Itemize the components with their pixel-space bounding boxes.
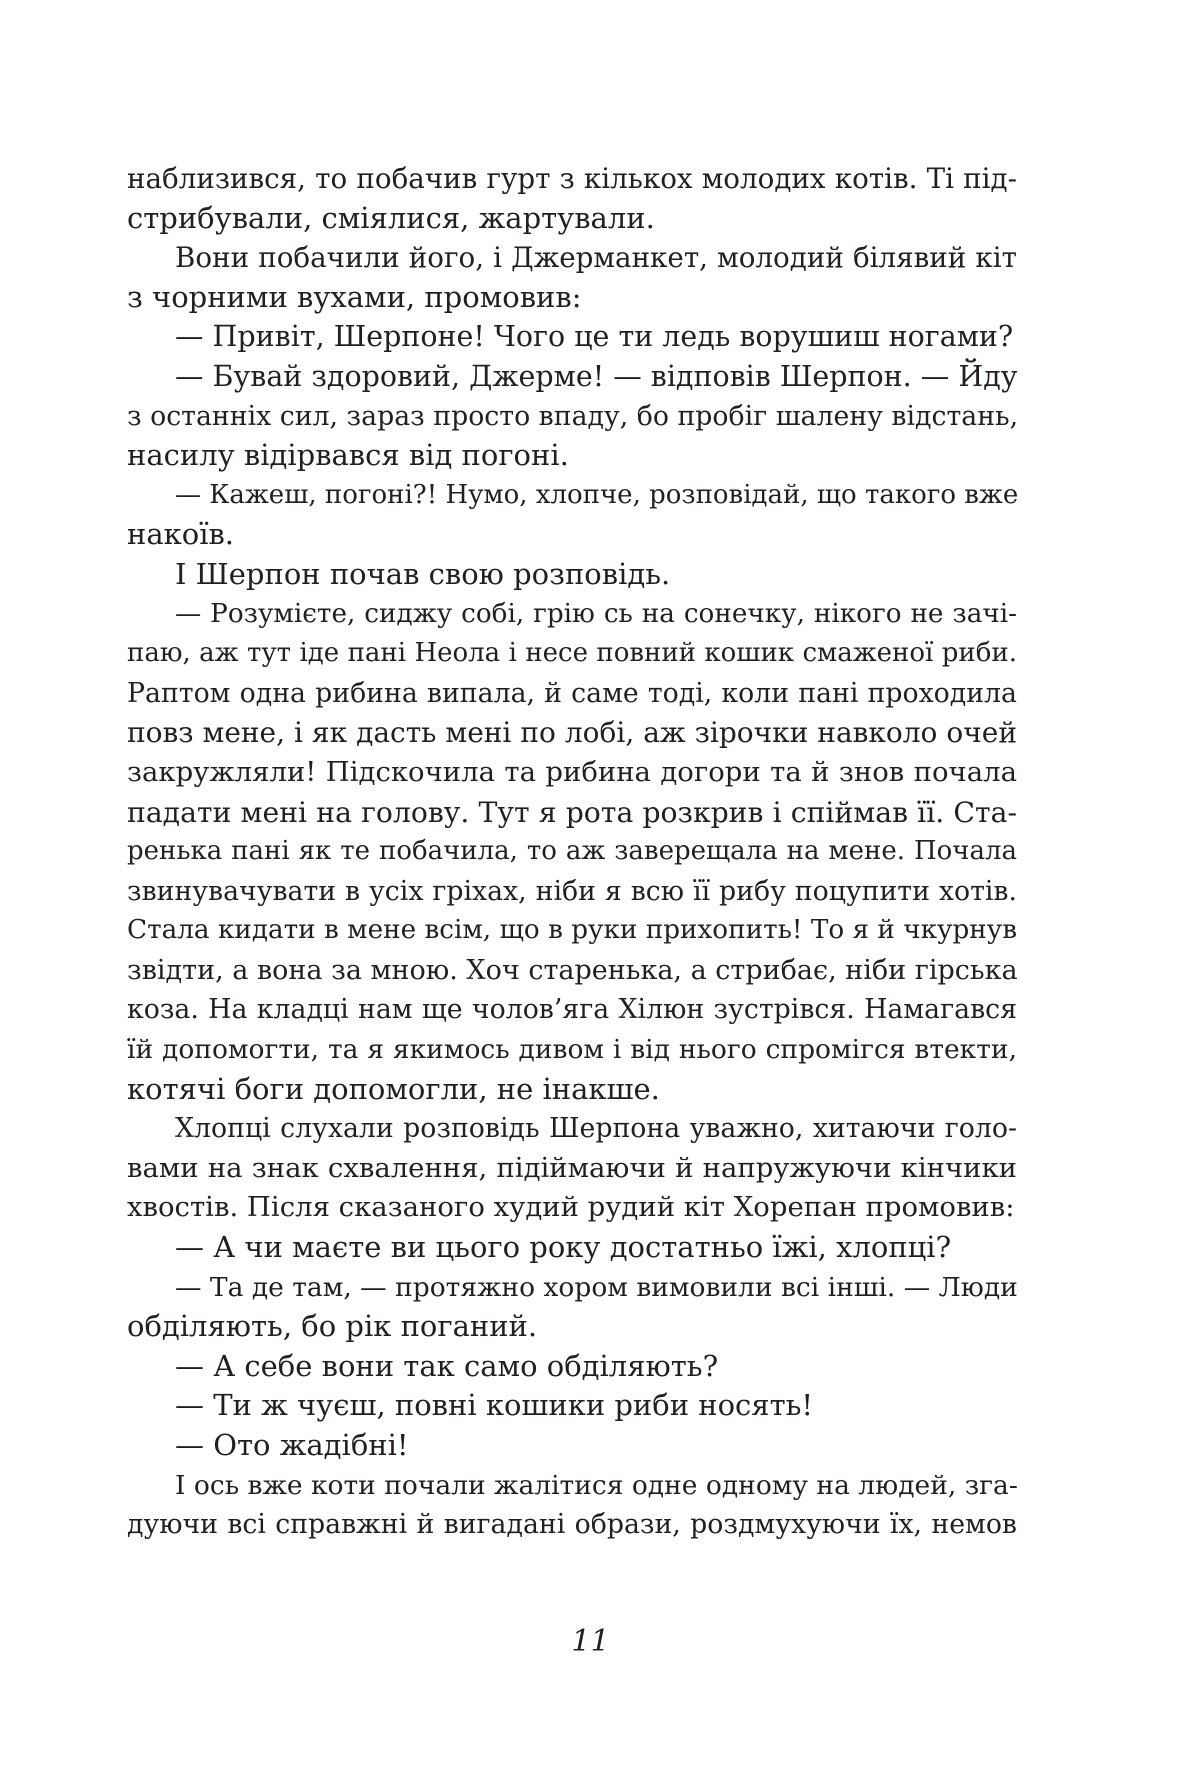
text-line: насилу відірвався від погоні. xyxy=(127,438,569,473)
text-line: падати мені на голову. Тут я рота розкрив і спіймав її. Ста- xyxy=(127,795,1017,829)
text-line: накоїв. xyxy=(127,517,235,552)
text-line: стрибували, сміялися, жартували. xyxy=(127,200,655,235)
text-line: їй допомогти, та я якимось дивом і від нього спромігся втекти, xyxy=(127,1034,1017,1066)
text-line: — Привіт, Шерпоне! Чого це ти ледь ворушиш ногами? xyxy=(175,320,1014,354)
text-line: звинувачувати в усіх гріхах, ніби я всю її рибу поцупити хотів. xyxy=(127,875,1017,907)
text-line: котячі боги допомогли, не інакше. xyxy=(127,1071,660,1106)
text-line: І ось вже коти почали жалітися одне одному на людей, зга- xyxy=(175,1469,1018,1501)
text-line: вами на знак схвалення, підіймаючи й напружуючи кінчики xyxy=(127,1151,1017,1184)
text-line: — А себе вони так само обділяють? xyxy=(175,1348,719,1383)
text-line: — А чи маєте ви цього року достатньо їжі, хлопці? xyxy=(175,1230,952,1265)
text-line: — Кажеш, погоні?! Нумо, хлопче, розповідай, що такого вже xyxy=(175,479,1019,510)
text-line: — Ти ж чуєш, повні кошики риби носять! xyxy=(175,1388,814,1423)
text-line: — Розумієте, сиджу собі, грію сь на сонечку, нікого не зачі- xyxy=(175,598,1017,629)
body-text xyxy=(127,159,1017,1545)
text-line: звідти, а вона за мною. Хоч старенька, а стрибає, ніби гірська xyxy=(127,954,1018,986)
text-line: ренька пані як те побачила, то аж заверещала на мене. Почала xyxy=(127,836,1017,867)
text-line: дуючи всі справжні й вигадані образи, роздмухуючи їх, немов xyxy=(127,1509,1017,1541)
text-line: з останніх сил, зараз просто впаду, бо пробіг шалену відстань, xyxy=(127,400,1019,432)
text-line: з чорними вухами, промовив: xyxy=(127,279,582,314)
text-line: паю, аж тут іде пані Неола і несе повний кошик смаженої риби. xyxy=(127,638,1017,669)
text-line: — Та де там, — протяжно хором вимовили всі інші. — Люди xyxy=(175,1271,1018,1303)
text-line: Стала кидати в мене всім, що в руки прихопить! То я й чкурнув xyxy=(127,915,1017,946)
text-line: Вони побачили його, і Джерманкет, молодий білявий кіт xyxy=(175,241,1017,275)
text-line: І Шерпон почав свою розповідь. xyxy=(175,556,671,591)
text-line: — Ото жадібні! xyxy=(175,1428,409,1462)
text-line: обділяють, бо рік поганий. xyxy=(127,1309,538,1344)
text-line: Раптом одна рибина випала, й саме тоді, коли пані проходила xyxy=(127,677,1017,709)
text-line: — Бувай здоровий, Джерме! — відповів Шерпон. — Йду xyxy=(175,359,1018,393)
text-line: Хлопці слухали розповідь Шерпона уважно, хитаючи голо- xyxy=(175,1113,1017,1145)
page-number: 11 xyxy=(571,1624,610,1659)
text-line: наблизився, то побачив гурт з кількох молодих котів. Ті під- xyxy=(127,162,1017,195)
text-line: повз мене, і як дасть мені по лобі, аж зірочки навколо очей xyxy=(127,716,1017,750)
text-line: коза. На кладці нам ще чолов’яга Хілюн зустрівся. Намагався xyxy=(127,994,1017,1026)
text-line: закружляли! Підскочила та рибина догори та й знов почала xyxy=(127,755,1017,788)
text-line: хвостів. Після сказаного худий рудий кіт Хорепан промовив: xyxy=(127,1191,1015,1224)
